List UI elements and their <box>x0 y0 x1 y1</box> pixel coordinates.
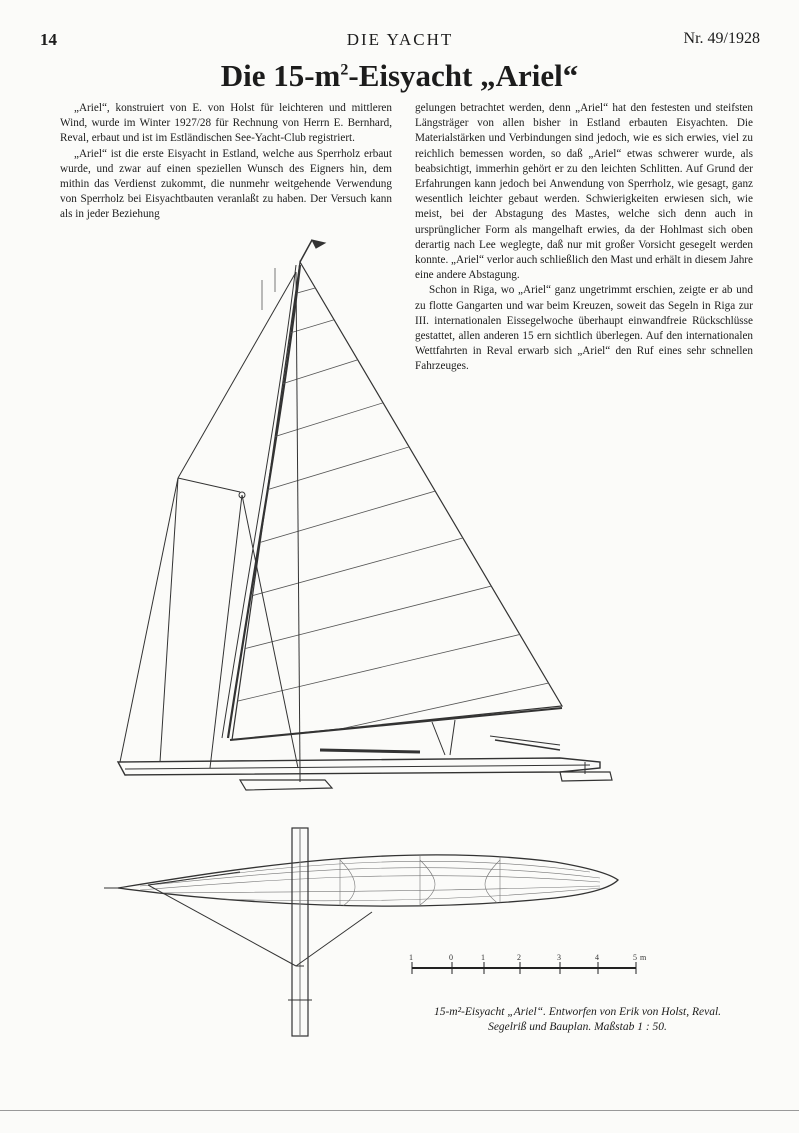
scale-label: 1 <box>481 953 485 962</box>
boom <box>230 708 562 740</box>
scale-label: 0 <box>449 953 453 962</box>
figure-caption <box>395 1005 760 1035</box>
paragraph: gelungen betrachtet werden, denn „Ariel“ hat den festesten und steifsten Längsträger von allen bisher in Estland erbauten Eisyachten. Die Materialstärken und Verbindungen sind jedoch, wie es sich erwies, viel zu reichlich bemessen worden, so daß „Ariel“ etwas schwerer wurde, als beabsichtigt, immerhin gehört er zu den leichten Schlitten. Auf Grund der Erfahrungen kann jedoch bei Anwendung von Sperrholz, wie gesagt, ganz wesentlich leichter gebaut werden. Schwierigkeiten erwiesen sich, wie meist, bei der Abstagung des Mastes, welche sich denn auch in ursprünglicher Form als mangelhaft erwies, da der Hohlmast sich oben derartig nach Lee weglegte, daß nur mit großer Vorsicht gesegelt werden konnte. „Ariel“ verlor auch schließlich den Mast und erhält in diesem Jahre eine andere Abstagung. <box>415 102 753 282</box>
paragraph: Schon in Riga, wo „Ariel“ ganz ungetrimmt erschien, zeigte er ab und zu flotte Gangarten und war beim Kreuzen, soweit das Segeln in Riga zur III. internationalen Eissegelwoche überhaupt einwandfreie Rückschlüsse gestattet, allen anderen 15 ern sichtlich überlegen. Auf den internationalen Wettfahrten in Reval erwarb sich „Ariel“ den Ruf eines sehr schnellen Fahrzeuges. <box>415 284 753 373</box>
paragraph: „Ariel“, konstruiert von E. von Holst für leichteren und mittleren Wind, wurde im Winter 1927/28 für Rechnung von Herrn E. Bernhard, Reval, erbaut und ist im Estländischen See-Yacht-Club registriert. <box>60 102 392 145</box>
scale-label: 5 <box>633 953 637 962</box>
runner <box>240 780 332 790</box>
runner <box>560 772 612 781</box>
scale-label: 3 <box>557 953 561 962</box>
scale-label: 4 <box>595 953 599 962</box>
scale-bar <box>412 962 636 974</box>
issue-number: Nr. 49/1928 <box>683 30 760 47</box>
title-tail: -Eisyacht „Ariel“ <box>348 58 579 93</box>
bottom-divider <box>0 1110 799 1111</box>
page-number: 14 <box>40 30 57 49</box>
title-main: Die 15-m <box>220 58 341 93</box>
forestay <box>178 272 296 478</box>
caption-line: 15-m²-Eisyacht „Ariel“. Entworfen von Erik von Holst, Reval. <box>433 1006 722 1018</box>
magazine-title: DIE YACHT <box>346 30 454 49</box>
caption-line: Segelriß und Bauplan. Maßstab 1 : 50. <box>488 1021 667 1033</box>
scale-label: 1 <box>409 953 413 962</box>
paragraph: „Ariel“ ist die erste Eisyacht in Estland, welche aus Sperrholz erbaut wurde, und zwar auf einen speziellen Wunsch des Eigners hin, dem mithin das Verdienst zukommt, die nunmehr weitgehende Verwendung von Sperrholz bei Eisyachtbauten veranlaßt zu haben. Der Versuch kann als in jeder Beziehung <box>60 147 392 221</box>
main-sail <box>232 262 562 740</box>
scale-label: 2 <box>517 953 521 962</box>
title-superscript: 2 <box>340 61 349 79</box>
scale-unit: m <box>640 953 647 962</box>
